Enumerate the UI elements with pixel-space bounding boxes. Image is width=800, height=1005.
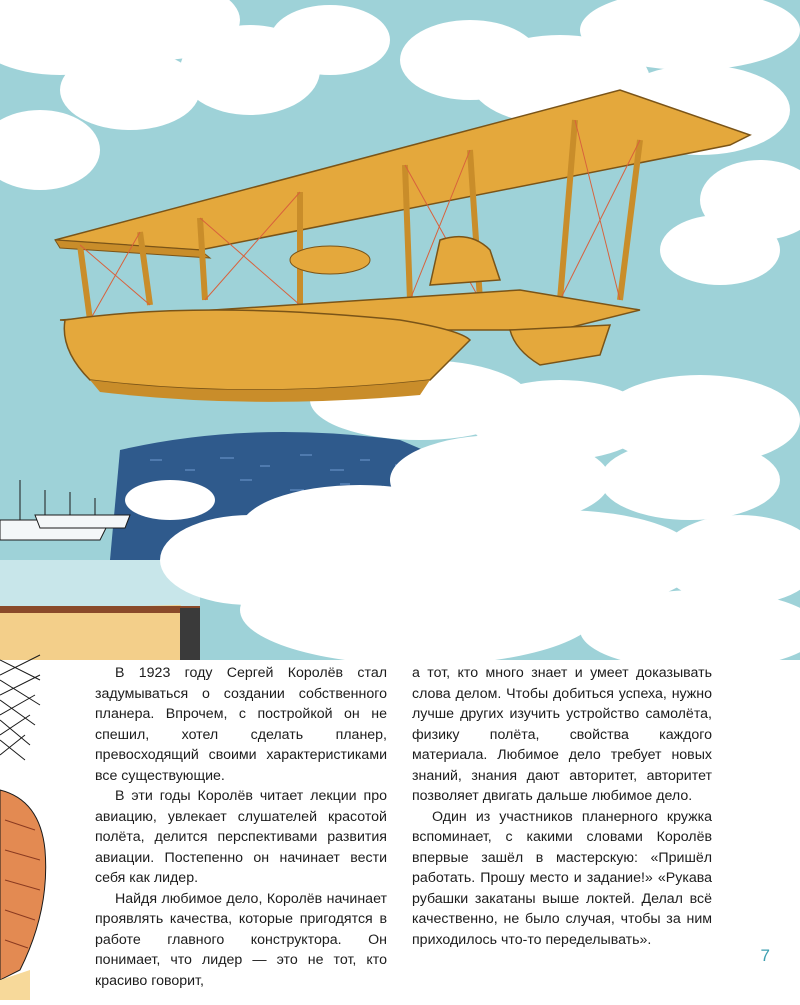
wall-gate (180, 608, 200, 660)
paragraph-1: В 1923 году Сергей Королёв стал задумываться о создании собственного планера. Впрочем, с постройкой он не спешил, хотел сделать планер, превосходящий своими характеристиками все существующие. (95, 665, 387, 784)
text-column-left (95, 663, 387, 991)
side-illustration-strip (0, 650, 70, 1000)
paragraph-3-end: а тот, кто много знает и умеет доказывать слова делом. Чтобы добиться успеха, нужно лучше других изучить устройство самолёта, физику полёта, свойства каждого материала. Любимое дело требует новых знаний, знания дают авторитет, авторитет позволяет двигать дальше любимое дело. (412, 665, 712, 804)
wall-top (0, 606, 200, 613)
lattice-pattern (0, 655, 40, 760)
page-number: 7 (760, 946, 770, 965)
paragraph-3-start: Найдя любимое дело, Королёв начинает проявлять качества, которые пригодятся в работе главного конструктора. Он понимает, что лидер — это не тот, кто красиво говорит, (95, 890, 387, 989)
text-column-right (412, 663, 712, 950)
paragraph-2: В эти годы Королёв читает лекции про авиацию, увлекает слушателей красотой полёта, делится перспективами развития авиации. Постепенно он начинает вести себя как лидер. (95, 788, 387, 886)
side-illustration-drawing (0, 650, 70, 1000)
paragraph-4: Один из участников планерного кружка вспоминает, с какими словами Королёв впервые зашёл в мастерскую: «Пришёл работать. Прошу место и задание!» «Рукава рубашки закатаны выше локтей. Делал всё качественно, не было случая, чтобы за ним приходилось что-то переделывать». (412, 808, 712, 948)
